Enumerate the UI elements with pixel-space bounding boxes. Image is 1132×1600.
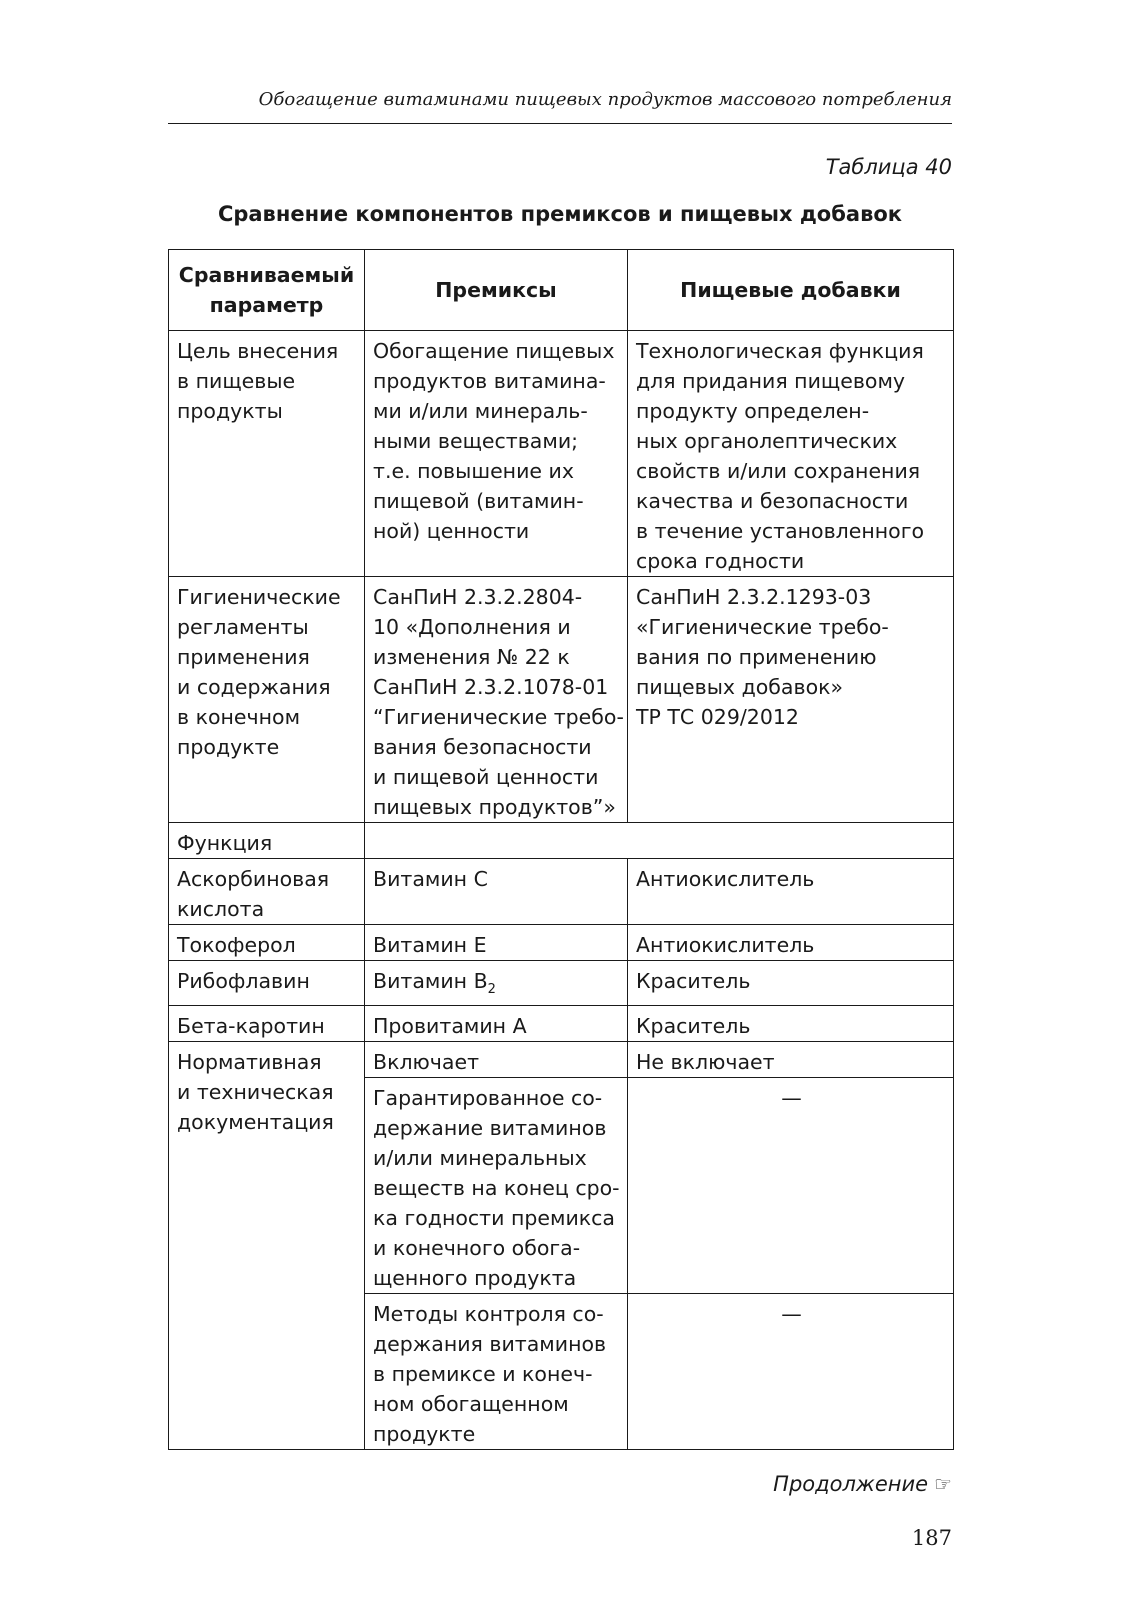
table-row xyxy=(169,1006,954,1042)
cell-line: пищевых продуктов”» xyxy=(373,795,616,819)
cell-premix: Провитамин А xyxy=(365,1006,628,1042)
cell-line: ном обогащенном xyxy=(373,1392,569,1417)
cell-param xyxy=(169,1042,365,1450)
cell-param: Бета-каротин xyxy=(169,1006,365,1042)
cell-line: продукте xyxy=(373,1422,476,1447)
cell-premix: Витамин С xyxy=(365,859,628,925)
table-row xyxy=(169,1042,954,1078)
cell-line: Аскорбиновая xyxy=(177,867,330,891)
cell-line: держания витаминов xyxy=(373,1332,607,1357)
cell-line: Нормативная xyxy=(177,1050,322,1075)
vitamin-subscript: 2 xyxy=(487,982,496,998)
header-parameter xyxy=(169,250,365,331)
cell-additive: — xyxy=(628,1294,954,1450)
cell-line: “Гигиенические требо- xyxy=(373,705,624,729)
header-parameter-line: Сравниваемый xyxy=(178,263,355,287)
cell-empty xyxy=(365,823,954,859)
cell-line: продукте xyxy=(177,735,280,759)
cell-premix: Витамин Е xyxy=(365,925,628,961)
cell-line: т.е. повышение их xyxy=(373,459,574,483)
cell-line: в течение установленного xyxy=(636,519,925,543)
header-parameter-line: параметр xyxy=(209,293,324,317)
cell-line: и техническая xyxy=(177,1080,334,1105)
cell-param xyxy=(169,331,365,577)
table-row xyxy=(169,859,954,925)
cell-premix xyxy=(365,331,628,577)
cell-line: продукты xyxy=(177,399,283,423)
cell-line: и/или минеральных xyxy=(373,1146,587,1171)
cell-line: 10 «Дополнения и xyxy=(373,615,571,639)
cell-param: Токоферол xyxy=(169,925,365,961)
table-row xyxy=(169,577,954,823)
cell-line: изменения № 22 к xyxy=(373,645,570,669)
table-row xyxy=(169,331,954,577)
cell-line: пищевых добавок» xyxy=(636,675,844,699)
cell-line: ми и/или минераль- xyxy=(373,399,588,423)
comparison-table xyxy=(168,249,954,1450)
cell-additive: Антиокислитель xyxy=(628,859,954,925)
cell-line: вания по применению xyxy=(636,645,877,669)
continuation-note xyxy=(168,1470,952,1498)
cell-premix xyxy=(365,961,628,1006)
cell-line: документация xyxy=(177,1110,334,1135)
cell-additive xyxy=(628,331,954,577)
cell-line: продуктов витамина- xyxy=(373,369,606,393)
cell-line: и содержания xyxy=(177,675,331,699)
cell-line: СанПиН 2.3.2.2804- xyxy=(373,585,583,609)
cell-premix xyxy=(365,577,628,823)
cell-param: Рибофлавин xyxy=(169,961,365,1006)
cell-line: Методы контроля со- xyxy=(373,1302,604,1327)
page-number: 187 xyxy=(911,1526,952,1550)
header-additives: Пищевые добавки xyxy=(628,250,954,331)
table-title: Сравнение компонентов премиксов и пищевых добавок xyxy=(217,202,903,226)
cell-premix xyxy=(365,1078,628,1294)
cell-line: применения xyxy=(177,645,310,669)
cell-line: Гигиенические xyxy=(177,585,341,609)
cell-line: кислота xyxy=(177,897,265,921)
cell-additive: Не включает xyxy=(628,1042,954,1078)
cell-line: свойств и/или сохранения xyxy=(636,459,921,483)
continuation-label: Продолжение xyxy=(773,1472,929,1496)
cell-line: Цель внесения xyxy=(177,339,339,363)
cell-line: регламенты xyxy=(177,615,309,639)
cell-line: ных органолептических xyxy=(636,429,898,453)
cell-additive: Краситель xyxy=(628,961,954,1006)
header-divider xyxy=(168,123,952,124)
header-premixes: Премиксы xyxy=(365,250,628,331)
table-header-row xyxy=(169,250,954,331)
cell-line: Гарантированное со- xyxy=(373,1086,603,1111)
cell-line: в пищевые xyxy=(177,369,296,393)
cell-line: Обогащение пищевых xyxy=(373,339,615,363)
cell-line: в премиксе и конеч- xyxy=(373,1362,593,1387)
cell-line: качества и безопасности xyxy=(636,489,909,513)
cell-line: держание витаминов xyxy=(373,1116,607,1141)
table-row xyxy=(169,925,954,961)
table-row xyxy=(169,823,954,859)
running-head: Обогащение витаминами пищевых продуктов массового потребления xyxy=(258,89,952,110)
cell-line: СанПиН 2.3.2.1078-01 xyxy=(373,675,609,699)
cell-line: продукту определен- xyxy=(636,399,870,423)
cell-line: «Гигиенические требо- xyxy=(636,615,889,639)
cell-line: щенного продукта xyxy=(373,1266,577,1291)
cell-param xyxy=(169,577,365,823)
cell-line: и конечного обога- xyxy=(373,1236,581,1261)
cell-line: в конечном xyxy=(177,705,301,729)
cell-line: для придания пищевому xyxy=(636,369,906,393)
cell-line: веществ на конец сро- xyxy=(373,1176,620,1201)
table-row xyxy=(169,961,954,1006)
cell-additive xyxy=(628,577,954,823)
pointing-hand-icon: ☞ xyxy=(934,1472,952,1496)
cell-line: ными веществами; xyxy=(373,429,579,453)
cell-line: ной) ценности xyxy=(373,519,530,543)
cell-line: и пищевой ценности xyxy=(373,765,599,789)
cell-additive: Краситель xyxy=(628,1006,954,1042)
cell-line: ка годности премикса xyxy=(373,1206,615,1231)
cell-line: СанПиН 2.3.2.1293-03 xyxy=(636,585,872,609)
cell-line: срока годности xyxy=(636,549,805,573)
cell-premix xyxy=(365,1294,628,1450)
cell-param: Функция xyxy=(169,823,365,859)
cell-line: ТР ТС 029/2012 xyxy=(636,705,799,729)
cell-line: вания безопасности xyxy=(373,735,592,759)
cell-additive: Антиокислитель xyxy=(628,925,954,961)
table-number: Таблица 40 xyxy=(825,155,952,179)
cell-line: Технологическая функция xyxy=(636,339,924,363)
cell-additive: — xyxy=(628,1078,954,1294)
cell-line: пищевой (витамин- xyxy=(373,489,584,513)
cell-param xyxy=(169,859,365,925)
vitamin-name: Витамин В xyxy=(373,969,488,993)
cell-premix: Включает xyxy=(365,1042,628,1078)
